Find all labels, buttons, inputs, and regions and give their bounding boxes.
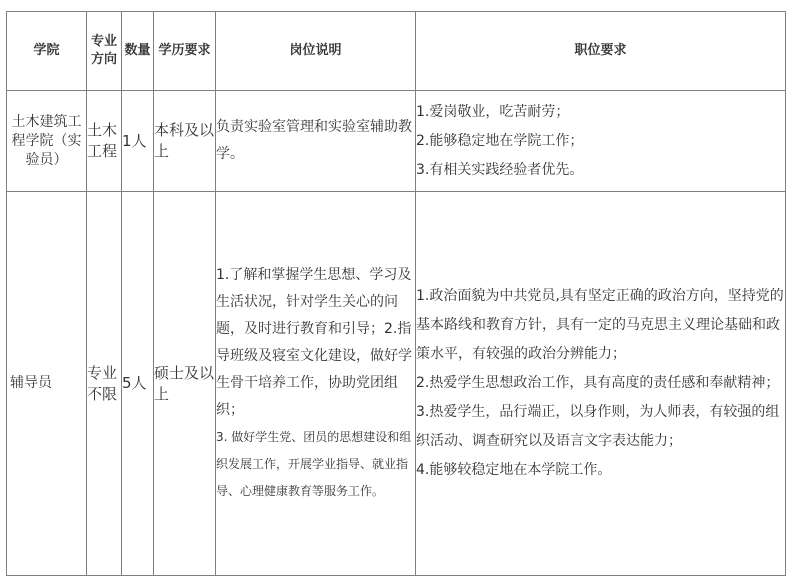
cell-major: 土木工程 (87, 91, 122, 192)
header-count: 数量 (122, 12, 154, 91)
requirement-item: 1.爱岗敬业，吃苦耐劳； (416, 103, 570, 120)
description-text: 1.了解和掌握学生思想、学习及生活状况，针对学生关心的问题，及时进行教育和引导；2.指导班级及寝室文化建设，做好学生骨干培养工作，协助党团组织； (216, 267, 412, 418)
cell-description: 负责实验室管理和实验室辅助教学。 (216, 91, 416, 192)
header-education: 学历要求 (154, 12, 216, 91)
cell-description (216, 192, 416, 576)
cell-college: 辅导员 (7, 192, 87, 576)
requirement-item: 1.政治面貌为中共党员,具有坚定正确的政治方向，坚持党的基本路线和教育方针，具有一定的马克思主义理论基础和政策水平，有较强的政治分辨能力； (416, 288, 784, 362)
header-row (7, 12, 786, 91)
cell-education: 本科及以上 (154, 91, 216, 192)
table-row (7, 91, 786, 192)
description-text-small: 3. 做好学生党、团员的思想建设和组织发展工作，开展学业指导、就业指导、心理健康教育等服务工作。 (216, 430, 412, 498)
recruitment-table (6, 11, 786, 576)
cell-count: 1人 (122, 91, 154, 192)
requirement-item: 2.能够稳定地在学院工作； (416, 132, 584, 149)
cell-count: 5人 (122, 192, 154, 576)
cell-education: 硕士及以上 (154, 192, 216, 576)
cell-requirements (416, 91, 786, 192)
requirement-item: 4.能够较稳定地在本学院工作。 (416, 462, 612, 478)
requirement-item: 2.热爱学生思想政治工作，具有高度的责任感和奉献精神； (416, 375, 780, 391)
requirement-item: 3.热爱学生，品行端正，以身作则，为人师表，有较强的组织活动、调查研究以及语言文字表达能力； (416, 404, 780, 449)
header-description: 岗位说明 (216, 12, 416, 91)
cell-requirements (416, 192, 786, 576)
header-college: 学院 (7, 12, 87, 91)
cell-college: 土木建筑工程学院（实验员） (7, 91, 87, 192)
header-requirements: 职位要求 (416, 12, 786, 91)
cell-major: 专业不限 (87, 192, 122, 576)
requirement-item: 3.有相关实践经验者优先。 (416, 161, 584, 178)
header-major: 专业方向 (87, 12, 122, 91)
table-row (7, 192, 786, 576)
